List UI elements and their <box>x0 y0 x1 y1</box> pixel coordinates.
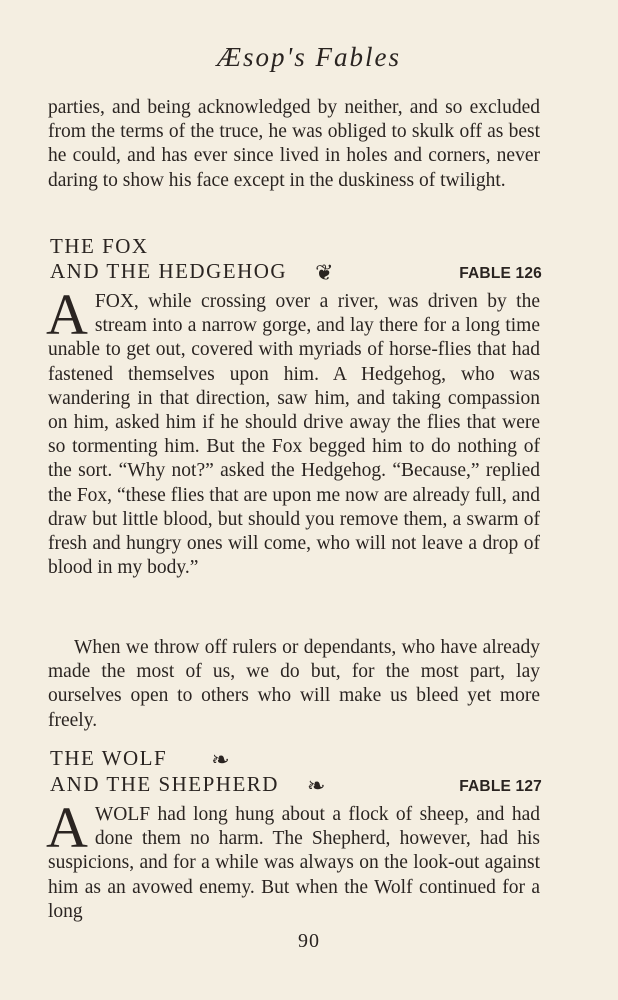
floral-ornament-icon: ❧ <box>306 773 327 798</box>
fable-126-title-line1: THE FOX <box>50 234 149 258</box>
fable-127-drop-cap: A <box>46 795 88 860</box>
page-number: 90 <box>298 930 320 952</box>
fable-126-body <box>46 282 540 580</box>
fable-126-title-line2-row <box>50 259 542 285</box>
fable-126-moral <box>48 636 540 733</box>
fable-127-title-line1-row <box>50 746 231 770</box>
fable-126-heading <box>50 234 542 285</box>
fable-126-body-text: while crossing over a river, was driven by the stream into a narrow gorge, and lay there for a long time unable to get out, covered with myriads of horse-flies that had fastened themselves upon him. A Hedgehog, who was wandering in that direction, saw him, and taking compassion on him, asked him if he should drive away the flies that were so tormenting him. But the Fox begged him to do nothing of the sort. “Why not?” asked the Hedgehog. “Because,” replied the Fox, “these flies that are upon me now are already full, and draw but little blood, but should you remove them, a swarm of fresh and hungry ones will come, who will not leave a drop of blood in my body.” <box>48 291 540 579</box>
fable-126-moral-text: When we throw off rulers or dependants, who have already made the most of us, we do but, for the most part, lay ourselves open to others who will make us bleed yet more freely. <box>48 637 540 731</box>
fable-127-first-words: WOLF <box>94 804 151 825</box>
hedera-ornament-icon: ❦ <box>315 260 336 285</box>
intro-paragraph <box>48 96 540 193</box>
fable-126-first-words: FOX, <box>94 291 139 312</box>
fable-126-paragraph <box>46 282 540 580</box>
fable-127-title-line2: AND THE SHEPHERD <box>50 772 279 796</box>
running-head: Æsop's Fables <box>216 42 402 72</box>
fable-126-number: FABLE 126 <box>459 265 542 282</box>
fable-126-drop-cap: A <box>46 282 88 347</box>
intro-text: parties, and being acknowledged by neither, and so excluded from the terms of the truce, he was obliged to skulk off as best he could, and has ever since lived in holes and corners, never daring to show his face except in the duskiness of twilight. <box>48 97 540 191</box>
fable-126-title-line2: AND THE HEDGEHOG <box>50 259 288 283</box>
fable-127-title-line1: THE WOLF <box>50 746 168 770</box>
floral-ornament-icon: ❧ <box>211 747 232 772</box>
fable-127-paragraph <box>46 795 540 924</box>
fable-127-body-text: had long hung about a flock of sheep, and had done them no harm. The Shepherd, however, had his suspicions, and for a while was always on the look-out against him as an avowed enemy. But when the Wolf continued for a long <box>48 804 540 922</box>
fable-127-body <box>46 795 540 924</box>
fable-127-number: FABLE 127 <box>459 778 542 795</box>
fable-127-title-line2-row <box>50 772 542 798</box>
fable-127-heading <box>50 746 542 798</box>
